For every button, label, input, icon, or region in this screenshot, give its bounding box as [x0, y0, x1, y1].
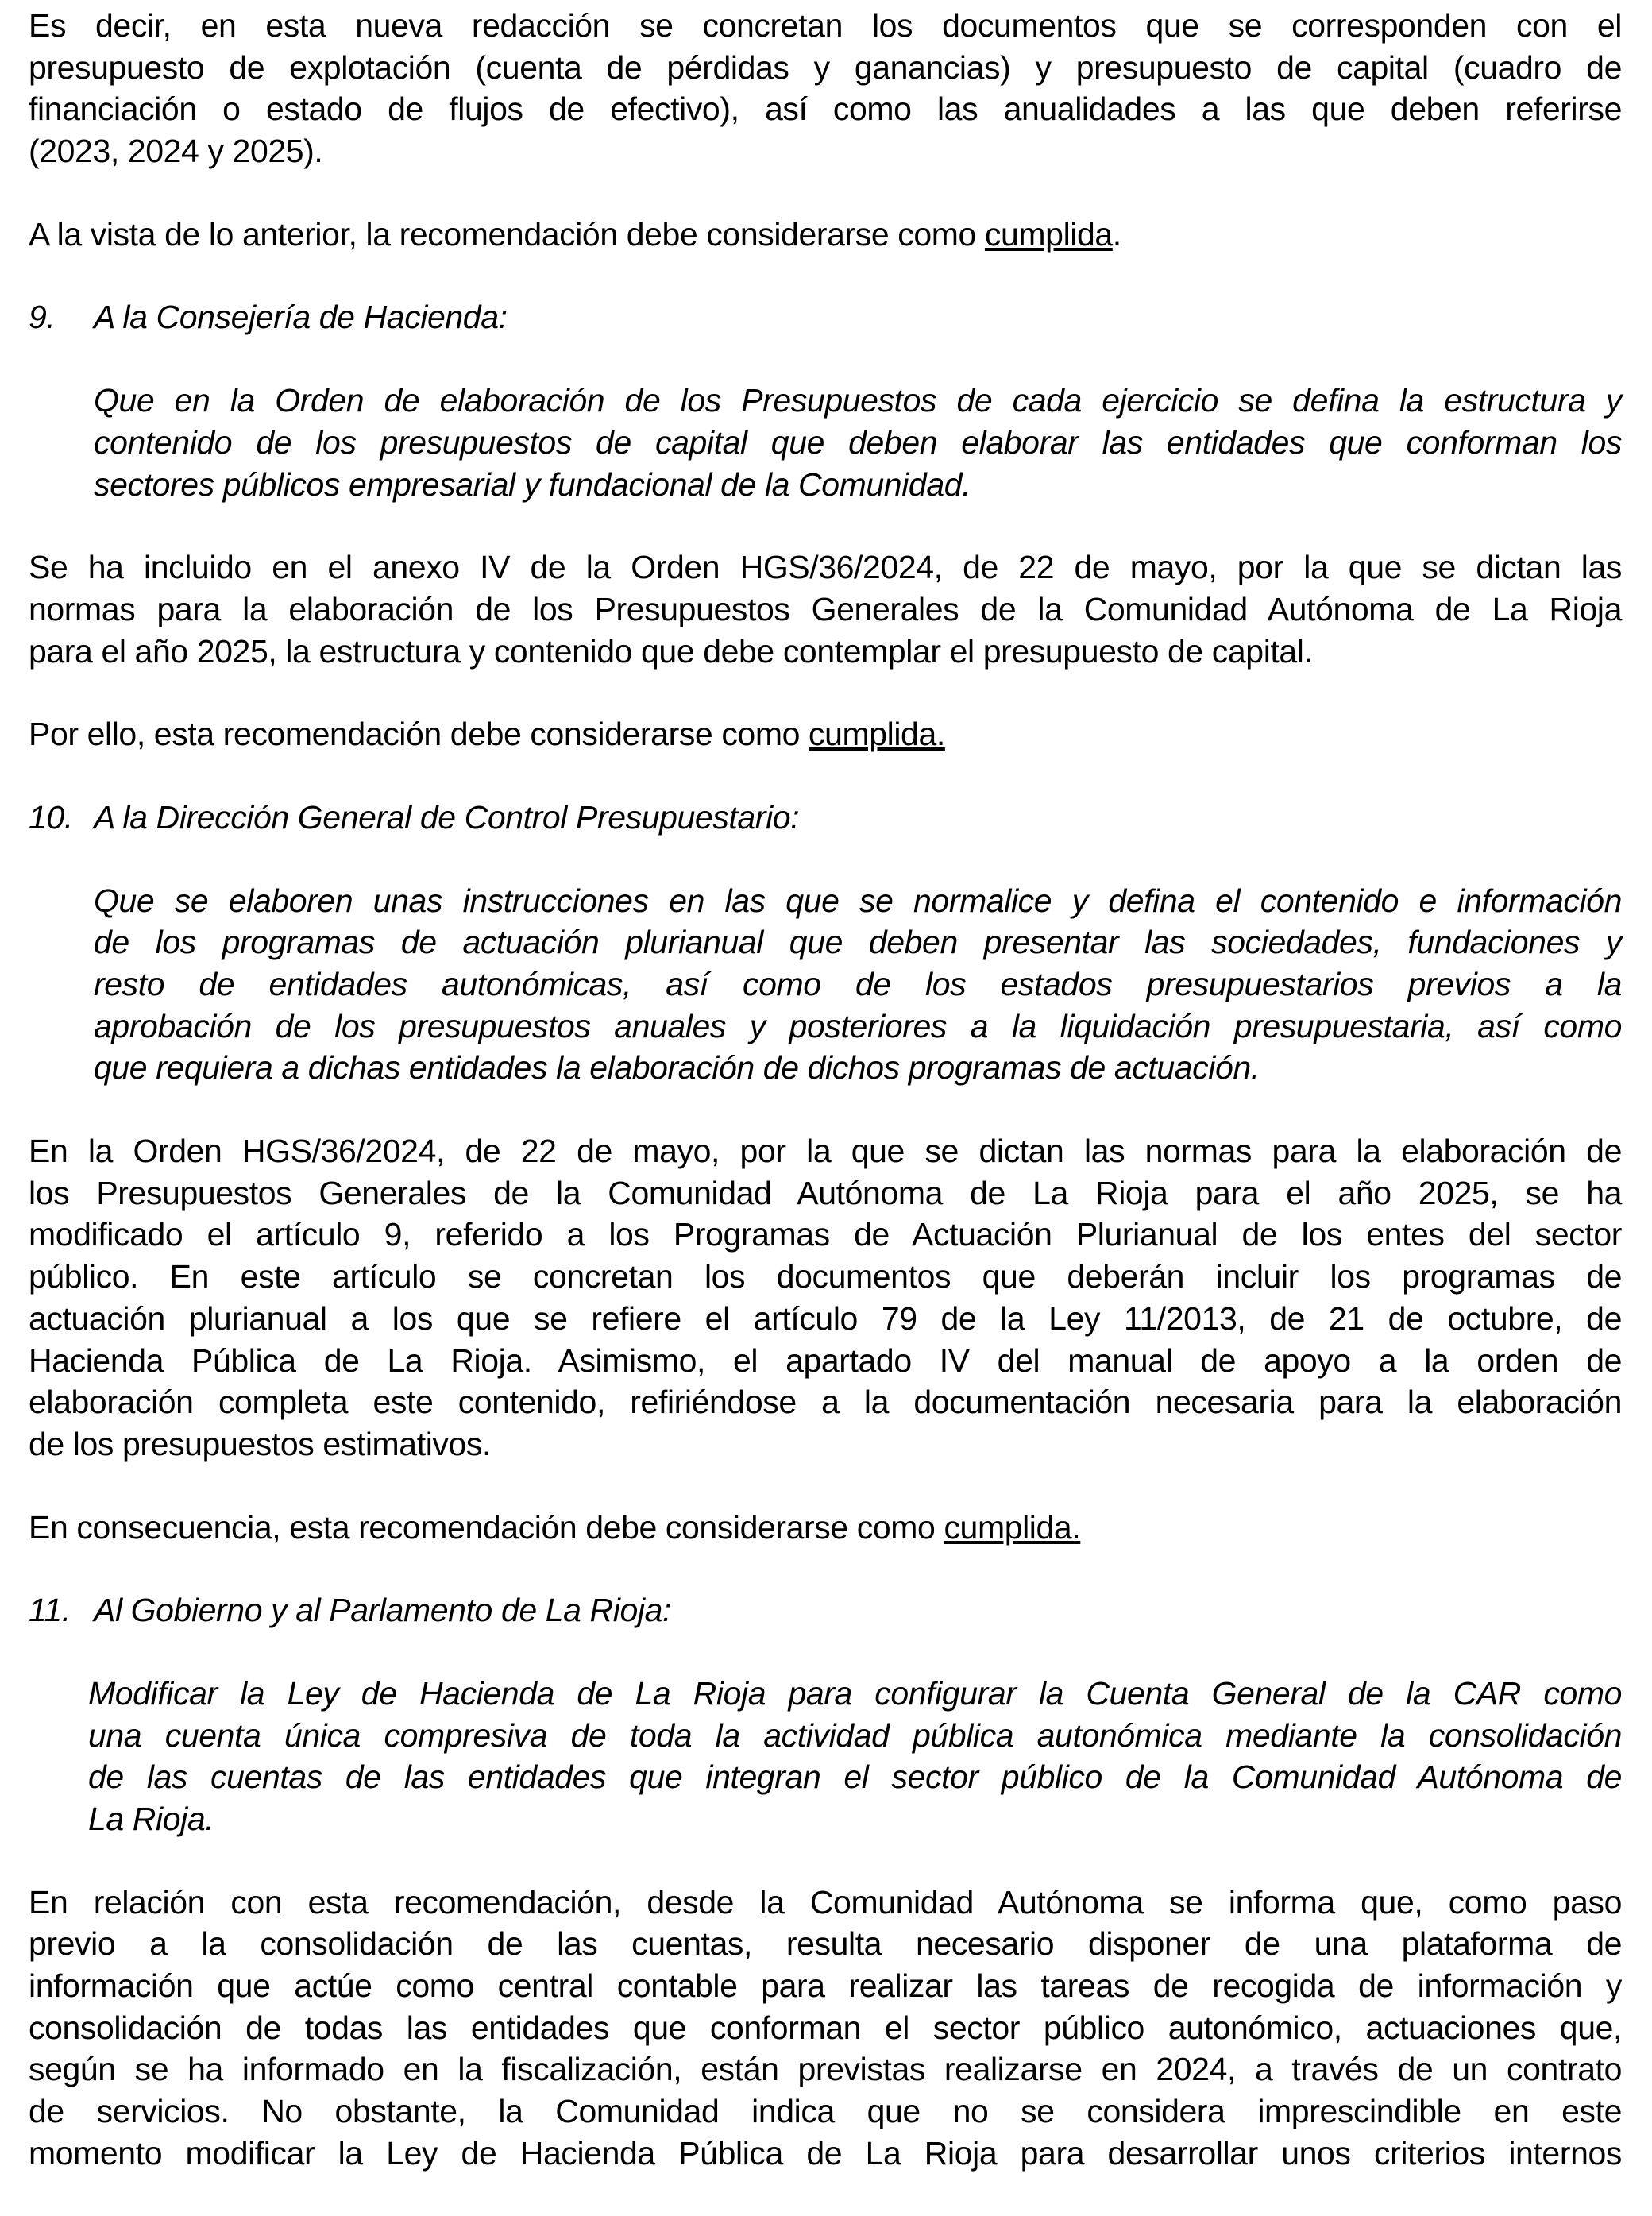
- item-number: 11.: [29, 1592, 71, 1629]
- item-number: 9.: [29, 299, 56, 336]
- paragraph-1: [29, 5, 1622, 172]
- text-line: La Rioja.: [88, 1801, 214, 1837]
- text-line: para el año 2025, la estructura y contenido que debe contemplar el presupuesto de capital.: [29, 632, 1313, 670]
- heading-line: [29, 1589, 1622, 1631]
- text-line: previo a la consolidación de las cuentas, resulta necesario disponer de una plataforma de: [29, 1925, 1622, 1963]
- text-line: los Presupuestos Generales de la Comunidad Autónoma de La Rioja para el año 2025, se ha: [29, 1174, 1622, 1211]
- recommendation-11-heading: [29, 1589, 1622, 1631]
- text-line: contenido de los presupuestos de capital que deben elaborar las entidades que conforman los: [94, 423, 1622, 461]
- recommendation-9-quote: [94, 380, 1622, 505]
- text-line: financiación o estado de flujos de efectivo), así como las anualidades a las que deben referirse: [29, 91, 1622, 128]
- text-line: que requiera a dichas entidades la elaboración de dichos programas de actuación.: [94, 1049, 1260, 1087]
- text-line: momento modificar la Ley de Hacienda Pública de La Rioja para desarrollar unos criterios internos: [29, 2134, 1622, 2172]
- text-line: de los presupuestos estimativos.: [29, 1425, 492, 1462]
- heading-title: A la Dirección General de Control Presupuestario:: [94, 798, 800, 836]
- text-line: público. En este artículo se concretan los documentos que deberán incluir los programas de: [29, 1258, 1622, 1295]
- recommendation-10-heading: [29, 797, 1622, 839]
- text: En consecuencia, esta recomendación debe considerarse como: [29, 1508, 944, 1546]
- text-line: actuación plurianual a los que se refiere el artículo 79 de la Ley 11/2013, de 21 de octubre, de: [29, 1299, 1622, 1337]
- paragraph-6: [29, 1507, 1622, 1549]
- heading-line: [29, 296, 1622, 338]
- text-line: de las cuentas de las entidades que integran el sector público de la Comunidad Autónoma de: [88, 1759, 1622, 1796]
- status-cumplida: cumplida.: [808, 716, 945, 753]
- text-line: (2023, 2024 y 2025).: [29, 133, 323, 170]
- paragraph-5: [29, 1130, 1622, 1465]
- text-line: normas para la elaboración de los Presupuestos Generales de la Comunidad Autónoma de La Rioja: [29, 590, 1622, 627]
- paragraph-2: [29, 214, 1622, 256]
- text-line: presupuesto de explotación (cuenta de pérdidas y ganancias) y presupuesto de capital (cuadro de: [29, 48, 1622, 86]
- text-line: Es decir, en esta nueva redacción se concretan los documentos que se corresponden con el: [29, 7, 1622, 44]
- heading-title: Al Gobierno y al Parlamento de La Rioja:: [94, 1592, 671, 1629]
- heading-line: [29, 797, 1622, 839]
- text-line: una cuenta única compresiva de toda la actividad pública autonómica mediante la consolidación: [88, 1716, 1622, 1754]
- text-line: En relación con esta recomendación, desde la Comunidad Autónoma se informa que, como paso: [29, 1883, 1622, 1921]
- text-line: elaboración completa este contenido, refiriéndose a la documentación necesaria para la elaboración: [29, 1384, 1622, 1421]
- text-line: Hacienda Pública de La Rioja. Asimismo, el apartado IV del manual de apoyo a la orden de: [29, 1342, 1622, 1379]
- text-line: Modificar la Ley de Hacienda de La Rioja para configurar la Cuenta General de la CAR como: [88, 1674, 1622, 1712]
- text-line: [29, 214, 1622, 256]
- recommendation-10-quote: [94, 880, 1622, 1089]
- paragraph-4: [29, 713, 1622, 755]
- recommendation-11-quote: [88, 1673, 1622, 1840]
- text-line: Que se elaboren unas instrucciones en las que se normalice y defina el contenido e información: [94, 882, 1622, 919]
- text-line: modificado el artículo 9, referido a los Programas de Actuación Plurianual de los entes del sector: [29, 1216, 1622, 1253]
- text-line: según se ha informado en la fiscalización, están previstas realizarse en 2024, a través de un contrato: [29, 2051, 1622, 2088]
- text-line: consolidación de todas las entidades que conforman el sector público autonómico, actuaciones que,: [29, 2009, 1622, 2046]
- text-line: [29, 713, 1622, 755]
- text-line: de los programas de actuación plurianual que deben presentar las sociedades, fundaciones y: [94, 924, 1622, 961]
- text: Por ello, esta recomendación debe considerarse como: [29, 716, 809, 753]
- status-cumplida: cumplida.: [944, 1508, 1081, 1546]
- text-line: resto de entidades autonómicas, así como de los estados presupuestarios previos a la: [94, 966, 1622, 1002]
- document-page: [29, 5, 1622, 2216]
- paragraph-3: [29, 546, 1622, 672]
- status-cumplida: cumplida: [984, 215, 1113, 253]
- text-line: [29, 1507, 1622, 1549]
- text-line: En la Orden HGS/36/2024, de 22 de mayo, por la que se dictan las normas para la elaboración de: [29, 1133, 1622, 1170]
- text-line: información que actúe como central contable para realizar las tareas de recogida de información y: [29, 1967, 1622, 2005]
- text: .: [1112, 215, 1121, 253]
- heading-title: A la Consejería de Hacienda:: [94, 299, 508, 336]
- text-line: Se ha incluido en el anexo IV de la Orden HGS/36/2024, de 22 de mayo, por la que se dictan las: [29, 549, 1622, 586]
- text-line: Que en la Orden de elaboración de los Presupuestos de cada ejercicio se defina la estructura y: [94, 382, 1622, 419]
- paragraph-7: [29, 1882, 1622, 2175]
- text-line: aprobación de los presupuestos anuales y posteriores a la liquidación presupuestaria, así como: [94, 1007, 1622, 1044]
- recommendation-9-heading: [29, 296, 1622, 338]
- text-line: sectores públicos empresarial y fundacional de la Comunidad.: [94, 465, 971, 503]
- text-line: de servicios. No obstante, la Comunidad indica que no se considera imprescindible en este: [29, 2093, 1622, 2130]
- text: A la vista de lo anterior, la recomendación debe considerarse como: [29, 215, 985, 253]
- item-number: 10.: [29, 798, 73, 836]
